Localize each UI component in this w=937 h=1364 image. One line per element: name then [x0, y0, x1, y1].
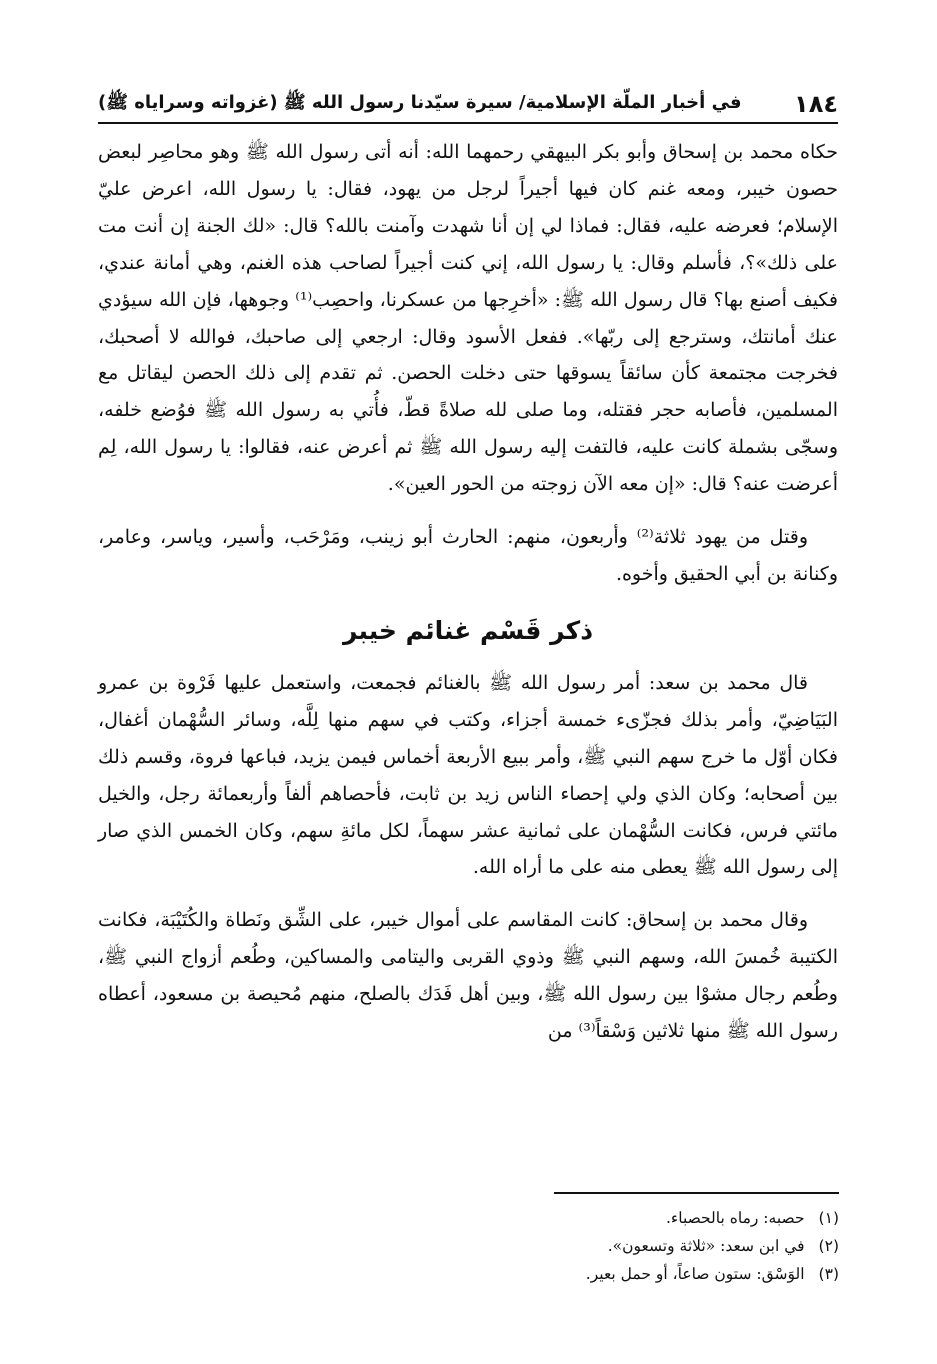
footnotes — [99, 1204, 839, 1288]
footnote-number: (٢) — [818, 1237, 839, 1255]
paragraph-gap — [98, 503, 838, 519]
main-text — [98, 134, 838, 1050]
paragraph-2: وقتل من يهود ثلاثة⁽²⁾ وأربعون، منهم: الحارث أبو زينب، ومَرْحَب، وأسير، وياسر، وعامر، وكنانة بن أبي الحقيق وأخوه. — [98, 526, 838, 585]
footnote-text: في ابن سعد: «ثلاثة وتسعون». — [607, 1237, 805, 1255]
paragraph-1: حكاه محمد بن إسحاق وأبو بكر البيهقي رحمهما الله: أنه أتى رسول الله ﷺ وهو محاصِر لبعض حصون خيبر، ومعه غنم كان فيها أجيراً لرجل من يهود، فقال: يا رسول الله، اعرض عليّ الإسلام؛ فعرضه عليه، فقال: فماذا لي إن أنا شهدت وآمنت بالله؟ قال: «لك الجنة إن أنت مت على ذلك»؟، فأسلم وقال: يا رسول الله، إني كنت أجيراً لصاحب هذه الغنم، وهي أمانة عندي، فكيف أصنع بها؟ قال رسول الله ﷺ: «أخرِجها من عسكرنا، واحصِب⁽¹⁾ وجوهها، فإن الله سيؤدي عنك أمانتك، وسترجع إلى ربّها». ففعل الأسود وقال: ارجعي إلى صاحبك، فوالله لا أصحبك، فخرجت مجتمعة كأن سائقاً يسوقها حتى دخلت الحصن. ثم تقدم إلى ذلك الحصن ليقاتل مع المسلمين، فأصابه حجر فقتله، وما صلى لله صلاةً قطّ، فأُتي به رسول الله ﷺ فوُضع خلفه، وسجّى بشملة كانت عليه، فالتفت إليه رسول الله ﷺ ثم أعرض عنه، فقالوا: يا رسول الله، لِم أعرضت عنه؟ قال: «إن معه الآن زوجته من الحور العين». — [98, 141, 839, 496]
page-number: ١٨٤ — [794, 90, 838, 118]
footnote-number: (١) — [818, 1209, 839, 1227]
footnote-2 — [99, 1232, 839, 1260]
footnote-text: الوَسْق: ستون صاعاً، أو حمل بعير. — [585, 1265, 805, 1283]
footnote-1 — [99, 1204, 839, 1232]
paragraph-gap — [98, 886, 838, 902]
running-title: في أخبار الملّة الإسلامية/ سيرة سيّدنا رسول الله ﷺ (غزواته وسراياه ﷺ) — [98, 92, 742, 113]
footnote-3 — [99, 1260, 839, 1288]
paragraph-3: قال محمد بن سعد: أمر رسول الله ﷺ بالغنائم فجمعت، واستعمل عليها فَرْوة بن عمرو البَيَاضِيّ، وأمر بذلك فجزّىء خمسة أجزاء، وكتب في سهم منها لِلَّه، وسائر السُّهْمان أغفال، فكان أوّل ما خرج سهم النبي ﷺ، وأمر ببيع الأربعة أخماس فيمن يزيد، فباعها فروة، وقسم ذلك بين أصحابه؛ وكان الذي ولي إحصاء الناس زيد بن ثابت، فأحصاهم ألفاً وأربعمائة رجل، والخيل مائتي فرس، فكانت السُّهْمان على ثمانية عشر سهماً، لكل مائةِ سهم، وكان الخمس الذي صار إلى رسول الله ﷺ يعطى منه على ما أراه الله. — [98, 671, 838, 879]
footnote-text: حصبه: رماه بالحصباء. — [666, 1209, 805, 1227]
paragraph-4: وقال محمد بن إسحاق: كانت المقاسم على أموال خيبر، على الشِّق ونَطاة والكُتَيْبَة، فكانت الكتيبة خُمسَ الله، وسهم النبي ﷺ وذوي القربى واليتامى والمساكين، وطُعم أزواج النبي ﷺ، وطُعم رجال مشوْا بين رسول الله ﷺ، وبين أهل فَدَك بالصلح، منهم مُحيصة بن مسعود، أعطاه رسول الله ﷺ منها ثلاثين وَسْقاً⁽³⁾ من — [98, 909, 838, 1043]
footnote-divider — [554, 1192, 839, 1194]
running-header — [98, 86, 838, 124]
section-heading: ذكر قَسْم غنائم خيبر — [342, 615, 594, 645]
footnote-number: (٣) — [818, 1265, 839, 1283]
